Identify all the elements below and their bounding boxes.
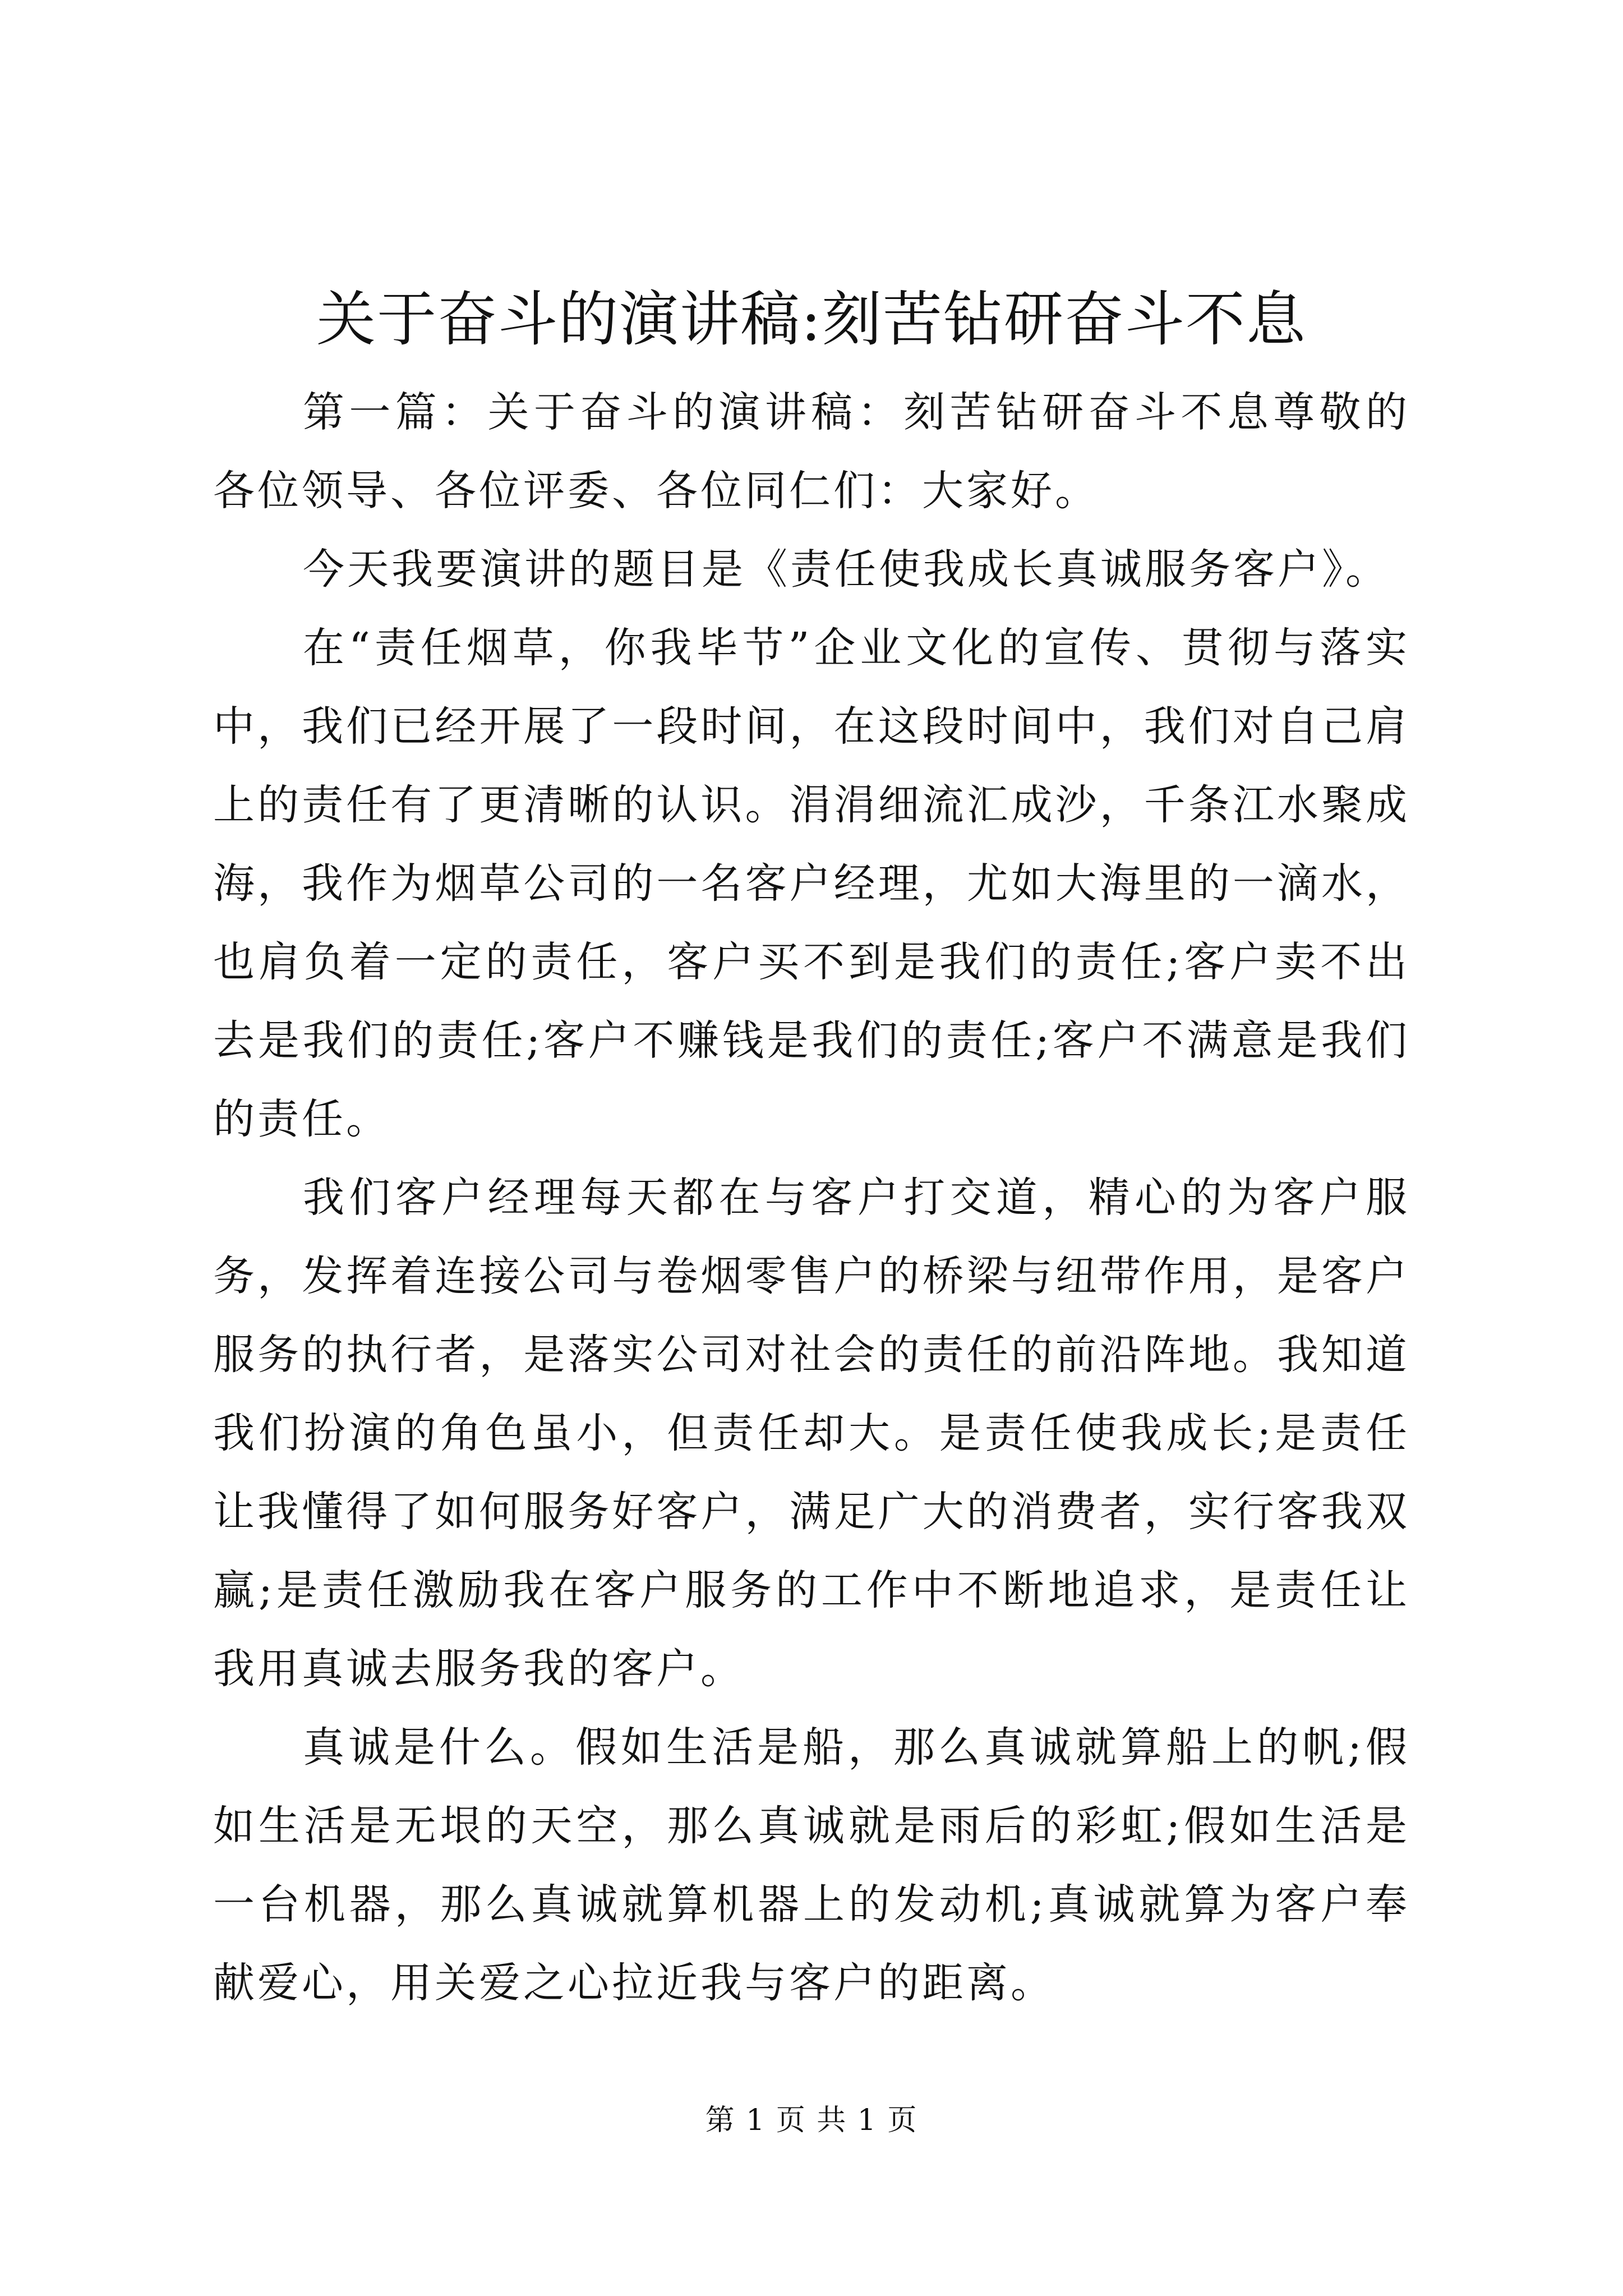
page-footer: 第 1 页 共 1 页 xyxy=(705,2104,918,2137)
paragraph-1: 第一篇：关于奋斗的演讲稿：刻苦钻研奋斗不息尊敬的各位领导、各位评委、各位同仁们：大家好。 xyxy=(213,388,1410,515)
paragraph-2: 今天我要演讲的题目是《责任使我成长真诚服务客户》。 xyxy=(303,545,1390,593)
document-title: 关于奋斗的演讲稿:刻苦钻研奋斗不息 xyxy=(316,285,1307,354)
paragraph-3: 在“责任烟草，你我毕节”企业文化的宣传、贯彻与落实中，我们已经开展了一段时间，在这段时间中，我们对自己肩上的责任有了更清晰的认识。涓涓细流汇成沙，千条江水聚成海，我作为烟草公司的一名客户经理，尤如大海里的一滴水，也肩负着一定的责任，客户买不到是我们的责任;客户卖不出去是我们的责任;客户不赚钱是我们的责任;客户不满意是我们的责任。 xyxy=(213,624,1410,1143)
paragraph-4: 我们客户经理每天都在与客户打交道，精心的为客户服务，发挥着连接公司与卷烟零售户的桥梁与纽带作用，是客户服务的执行者，是落实公司对社会的责任的前沿阵地。我知道我们扮演的角色虽小，但责任却大。是责任使我成长;是责任让我懂得了如何服务好客户，满足广大的消费者，实行客我双赢;是责任激励我在客户服务的工作中不断地追求，是责任让我用真诚去服务我的客户。 xyxy=(213,1174,1410,1693)
paragraph-5: 真诚是什么。假如生活是船，那么真诚就算船上的帆;假如生活是无垠的天空，那么真诚就是雨后的彩虹;假如生活是一台机器，那么真诚就算机器上的发动机;真诚就算为客户奉献爱心，用关爱之心拉近我与客户的距离。 xyxy=(213,1723,1410,2007)
document-body xyxy=(213,373,1410,2022)
